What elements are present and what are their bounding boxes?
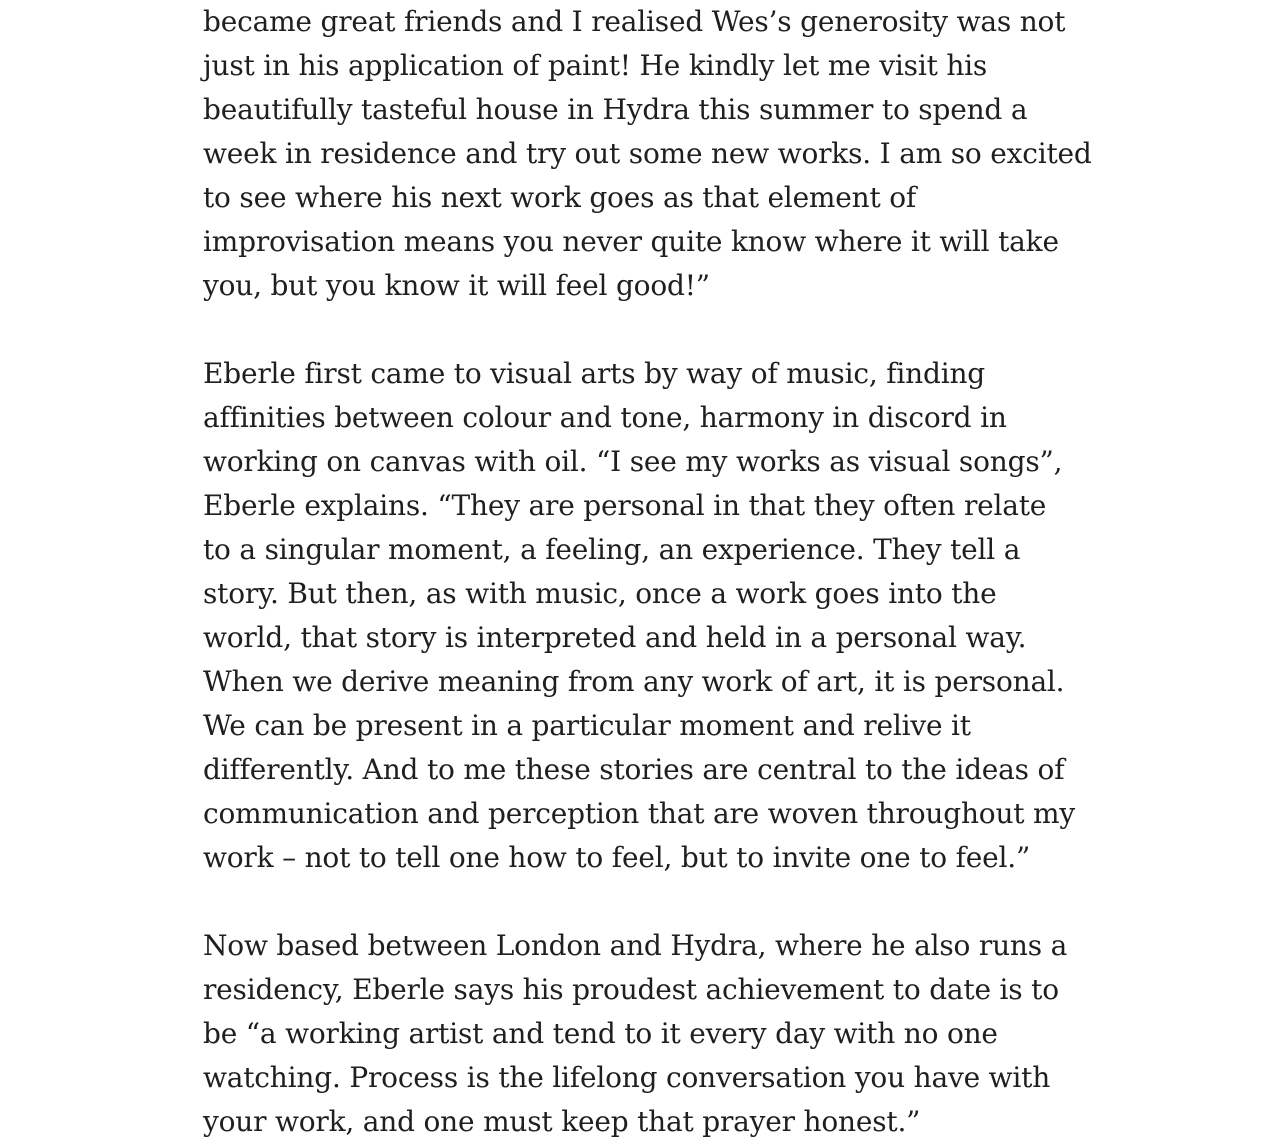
text-line: to a singular moment, a feeling, an experience. They tell a — [203, 533, 1021, 566]
text-line: to see where his next work goes as that element of — [203, 181, 917, 214]
text-line: world, that story is interpreted and held in a personal way. — [203, 621, 1027, 654]
text-line: affinities between colour and tone, harmony in discord in — [203, 401, 1007, 434]
text-line: beautifully tasteful house in Hydra this summer to spend a — [203, 93, 1028, 126]
text-line: watching. Process is the lifelong conversation you have with — [203, 1061, 1051, 1094]
text-line: Eberle explains. “They are personal in that they often relate — [203, 489, 1047, 522]
paragraph-quote-wes — [203, 0, 1092, 308]
text-line: residency, Eberle says his proudest achievement to date is to — [203, 973, 1059, 1006]
text-line: story. But then, as with music, once a work goes into the — [203, 577, 997, 610]
text-line: working on canvas with oil. “I see my works as visual songs”, — [203, 445, 1063, 478]
text-line: differently. And to me these stories are central to the ideas of — [203, 753, 1065, 786]
text-line: Eberle first came to visual arts by way of music, finding — [203, 357, 986, 390]
text-line: became great friends and I realised Wes’s generosity was not — [203, 5, 1066, 38]
paragraph-london-hydra — [203, 924, 1067, 1144]
text-line: you, but you know it will feel good!” — [203, 269, 710, 302]
text-line: We can be present in a particular moment and relive it — [203, 709, 971, 742]
text-line: your work, and one must keep that prayer honest.” — [203, 1105, 921, 1138]
text-line: work – not to tell one how to feel, but to invite one to feel.” — [203, 841, 1031, 874]
text-line: week in residence and try out some new works. I am so excited — [203, 137, 1092, 170]
text-line: When we derive meaning from any work of art, it is personal. — [203, 665, 1065, 698]
text-line: communication and perception that are woven throughout my — [203, 797, 1075, 830]
text-line: be “a working artist and tend to it every day with no one — [203, 1017, 998, 1050]
text-line: just in his application of paint! He kindly let me visit his — [203, 49, 988, 82]
paragraph-eberle-music — [203, 352, 1075, 880]
text-line: Now based between London and Hydra, where he also runs a — [203, 929, 1068, 962]
text-line: improvisation means you never quite know where it will take — [203, 225, 1059, 258]
